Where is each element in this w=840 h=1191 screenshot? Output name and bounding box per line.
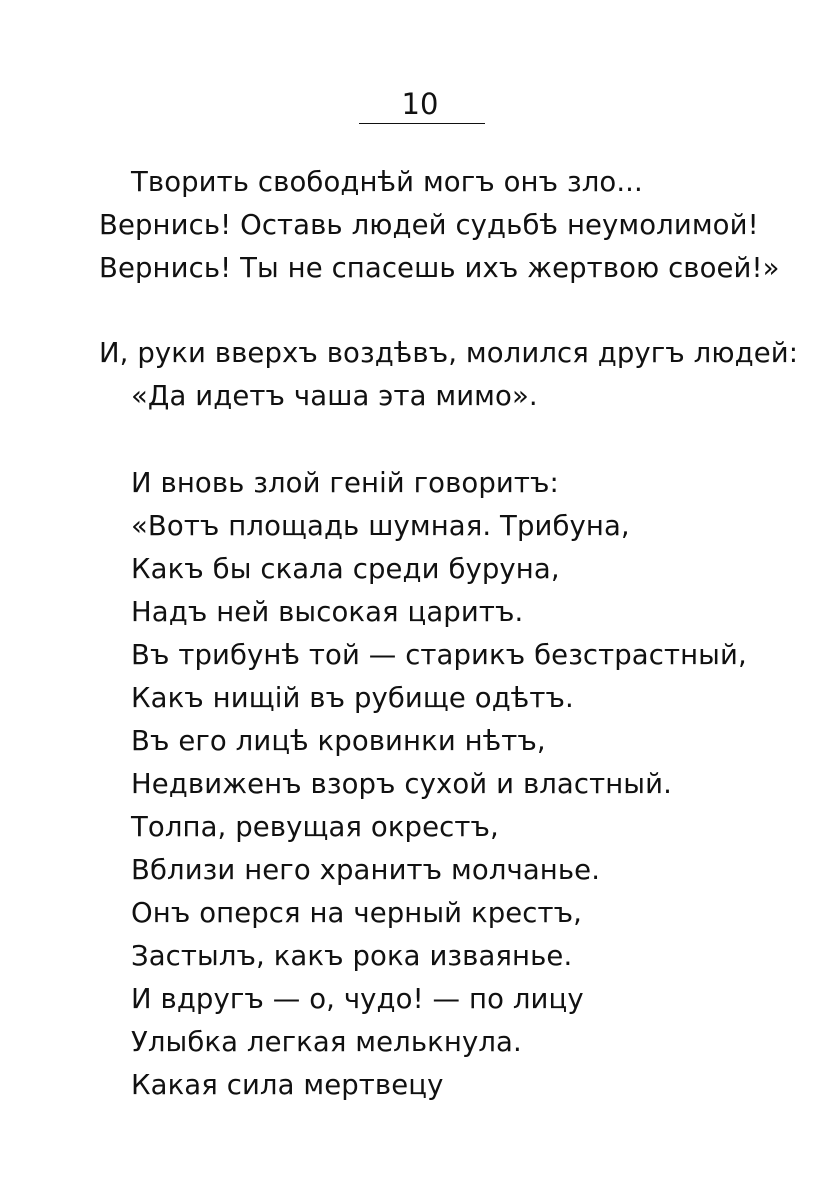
poem-line: Вернись! Ты не спасешь ихъ жертвою своей!»: [99, 252, 780, 284]
page-number: 10: [401, 87, 439, 121]
poem-line: Улыбка легкая мелькнула.: [131, 1026, 522, 1058]
poem-line: Какая сила мертвецу: [131, 1069, 444, 1101]
poem-line: Застылъ, какъ рока изваянье.: [131, 940, 573, 972]
poem-line: Творить свободнѣй могъ онъ зло...: [131, 166, 643, 198]
poem-line: «Вотъ площадь шумная. Трибуна,: [131, 510, 630, 542]
poem-line: Вблизи него хранитъ молчанье.: [131, 854, 601, 886]
poem-line: И вдругъ — о, чудо! — по лицу: [131, 983, 584, 1015]
poem-line: Въ его лицѣ кровинки нѣтъ,: [131, 725, 546, 757]
page-number-rule: [359, 123, 485, 124]
poem-line: Вернись! Оставь людей судьбѣ неумолимой!: [99, 209, 759, 241]
poem-line: Надъ ней высокая царитъ.: [131, 596, 524, 628]
poem-line: Онъ оперся на черный крестъ,: [131, 897, 582, 929]
poem-line: «Да идетъ чаша эта мимо».: [131, 380, 538, 412]
poem-line: Въ трибунѣ той — старикъ безстрастный,: [131, 639, 747, 671]
poem-line: Толпа, ревущая окрестъ,: [131, 811, 499, 843]
poem-line: И, руки вверхъ воздѣвъ, молился другъ людей:: [99, 337, 799, 369]
poem-line: Какъ бы скала среди буруна,: [131, 553, 560, 585]
poem-line: Какъ нищiй въ рубище одѣтъ.: [131, 682, 574, 714]
poem-line: Недвиженъ взоръ сухой и властный.: [131, 768, 672, 800]
poem-line: И вновь злой генiй говоритъ:: [131, 467, 559, 499]
